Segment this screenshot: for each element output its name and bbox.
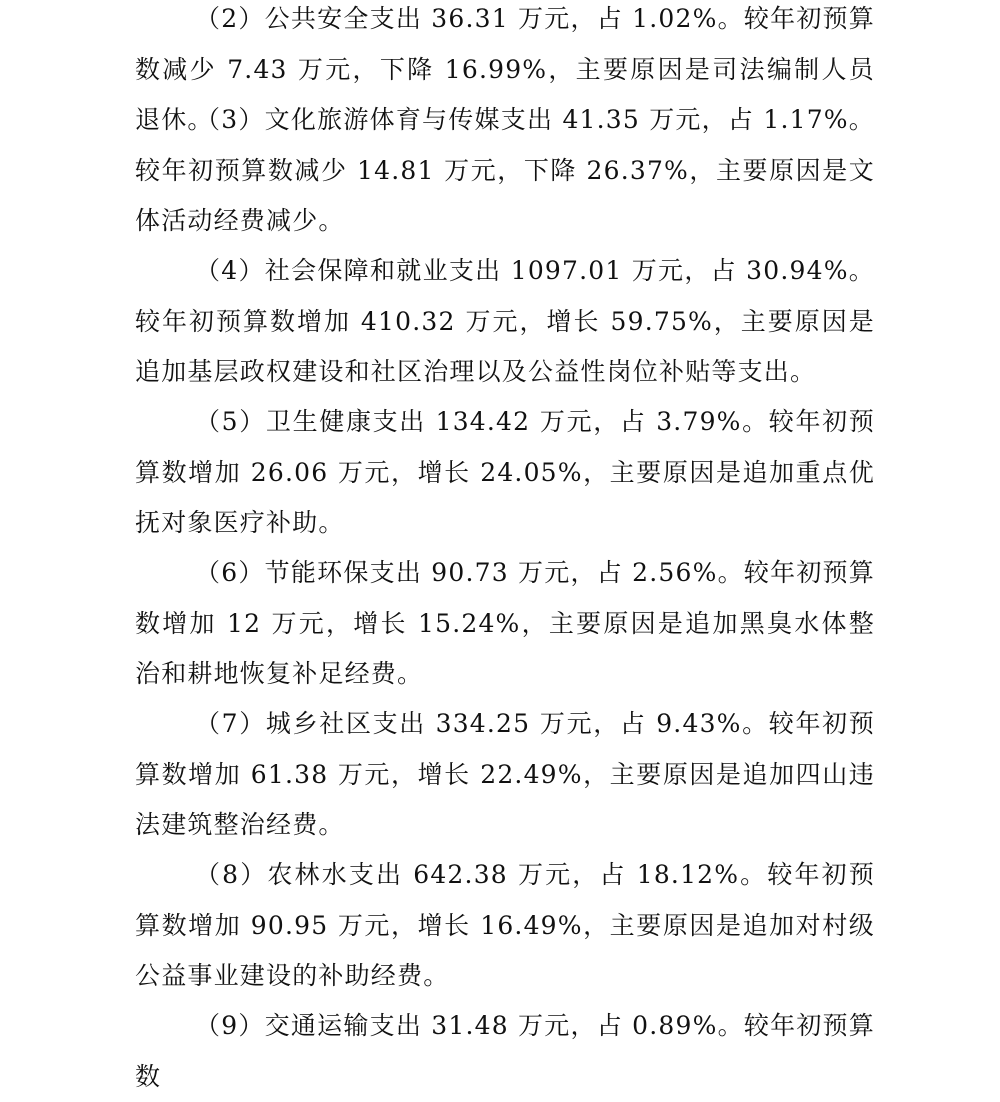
paragraph-culture-tourism: （3）文化旅游体育与传媒支出 41.35 万元，占 1.17%。较年初预算数减少 14.81 万元，下降 26.37%，主要原因是文体活动经费减少。 [135,105,875,235]
paragraph-transport: （9）交通运输支出 31.48 万元，占 0.89%。较年初预算数 [135,1011,875,1091]
paragraph-health: （5）卫生健康支出 134.42 万元，占 3.79%。较年初预算数增加 26.06 万元，增长 24.05%，主要原因是追加重点优抚对象医疗补助。 [135,407,875,537]
paragraph-public-security: （2）公共安全支出 36.31 万元，占 1.02%。较年初预算数减少 7.43 万元，下降 16.99%，主要原因是司法编制人员退休。 [135,4,875,134]
paragraph-environment: （6）节能环保支出 90.73 万元，占 2.56%。较年初预算数增加 12 万元，增长 15.24%，主要原因是追加黑臭水体整治和耕地恢复补足经费。 [135,558,875,688]
paragraph-agriculture: （8）农林水支出 642.38 万元，占 18.12%。较年初预算数增加 90.95 万元，增长 16.49%，主要原因是追加对村级公益事业建设的补助经费。 [135,860,875,990]
paragraph-urban-rural: （7）城乡社区支出 334.25 万元，占 9.43%。较年初预算数增加 61.38 万元，增长 22.49%，主要原因是追加四山违法建筑整治经费。 [135,709,875,839]
paragraph-social-security: （4）社会保障和就业支出 1097.01 万元，占 30.94%。较年初预算数增加 410.32 万元，增长 59.75%，主要原因是追加基层政权建设和社区治理以及公益性岗位补贴等支出。 [135,256,875,386]
